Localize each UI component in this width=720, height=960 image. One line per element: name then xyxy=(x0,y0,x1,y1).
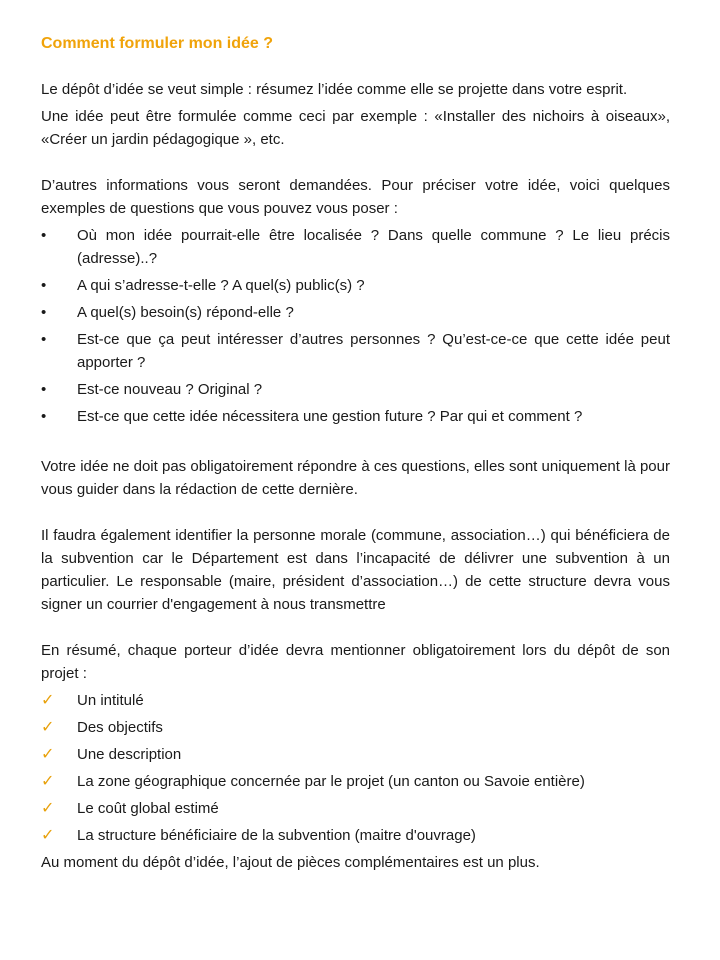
legal-paragraph: Il faudra également identifier la personne morale (commune, association…) qui bénéficiera de la subvention car le Département est dans l’incapacité de délivrer une subvention à un particulier. Le responsable (maire, président d’association…) de cette structure devra vous signer un courrier d'engagement à nous transmettre xyxy=(41,527,670,613)
list-item-text: A qui s’adresse-t-elle ? A quel(s) public(s) ? xyxy=(77,277,365,294)
guidance-paragraph: Votre idée ne doit pas obligatoirement répondre à ces questions, elles sont uniquement là pour vous guider dans la rédaction de cette dernière. xyxy=(41,458,670,498)
checkmark-icon: ✓ xyxy=(41,773,55,790)
list-item-text: La structure bénéficiaire de la subvention (maitre d'ouvrage) xyxy=(77,827,476,844)
list-item xyxy=(41,770,670,793)
questions-list xyxy=(41,224,670,428)
bullet-icon: • xyxy=(41,227,47,244)
closing-paragraph: Au moment du dépôt d’idée, l’ajout de pièces complémentaires est un plus. xyxy=(41,854,540,871)
list-item xyxy=(41,716,670,739)
bullet-icon: • xyxy=(41,408,47,425)
list-item xyxy=(41,797,670,820)
list-item xyxy=(41,824,670,847)
list-item-text: Est-ce nouveau ? Original ? xyxy=(77,381,263,398)
list-item-text: A quel(s) besoin(s) répond-elle ? xyxy=(77,304,294,321)
list-item-text: Un intitulé xyxy=(77,692,144,709)
checkmark-icon: ✓ xyxy=(41,827,55,844)
list-item-text: Une description xyxy=(77,746,182,763)
list-item xyxy=(41,689,670,712)
questions-intro: D’autres informations vous seront demandées. Pour préciser votre idée, voici quelques exemples de questions que vous pouvez vous poser : xyxy=(41,177,670,217)
intro-paragraph-1: Le dépôt d’idée se veut simple : résumez l’idée comme elle se projette dans votre esprit. xyxy=(41,81,628,98)
list-item-text: Est-ce que ça peut intéresser d’autres personnes ? Qu’est-ce-ce que cette idée peut apporter ? xyxy=(77,331,670,371)
checkmark-icon: ✓ xyxy=(41,746,55,763)
list-item-text: Des objectifs xyxy=(77,719,163,736)
summary-checklist xyxy=(41,689,670,847)
document-page xyxy=(41,32,670,874)
bullet-icon: • xyxy=(41,304,47,321)
list-item xyxy=(41,224,670,270)
page-title: Comment formuler mon idée ? xyxy=(41,35,274,52)
list-item-text: Est-ce que cette idée nécessitera une gestion future ? Par qui et comment ? xyxy=(77,408,583,425)
list-item xyxy=(41,743,670,766)
checkmark-icon: ✓ xyxy=(41,719,55,736)
list-item-text: Où mon idée pourrait-elle être localisée ? Dans quelle commune ? Le lieu précis (adresse)..? xyxy=(77,227,670,267)
list-item xyxy=(41,378,670,401)
bullet-icon: • xyxy=(41,331,47,348)
intro-paragraph-2: Une idée peut être formulée comme ceci par exemple : «Installer des nichoirs à oiseaux», «Créer un jardin pédagogique », etc. xyxy=(41,108,670,148)
list-item xyxy=(41,405,670,428)
checkmark-icon: ✓ xyxy=(41,800,55,817)
list-item xyxy=(41,274,670,297)
bullet-icon: • xyxy=(41,381,47,398)
list-item-text: Le coût global estimé xyxy=(77,800,219,817)
checkmark-icon: ✓ xyxy=(41,692,55,709)
summary-intro: En résumé, chaque porteur d’idée devra mentionner obligatoirement lors du dépôt de son projet : xyxy=(41,642,670,682)
list-item xyxy=(41,301,670,324)
bullet-icon: • xyxy=(41,277,47,294)
list-item-text: La zone géographique concernée par le projet (un canton ou Savoie entière) xyxy=(77,773,585,790)
list-item xyxy=(41,328,670,374)
